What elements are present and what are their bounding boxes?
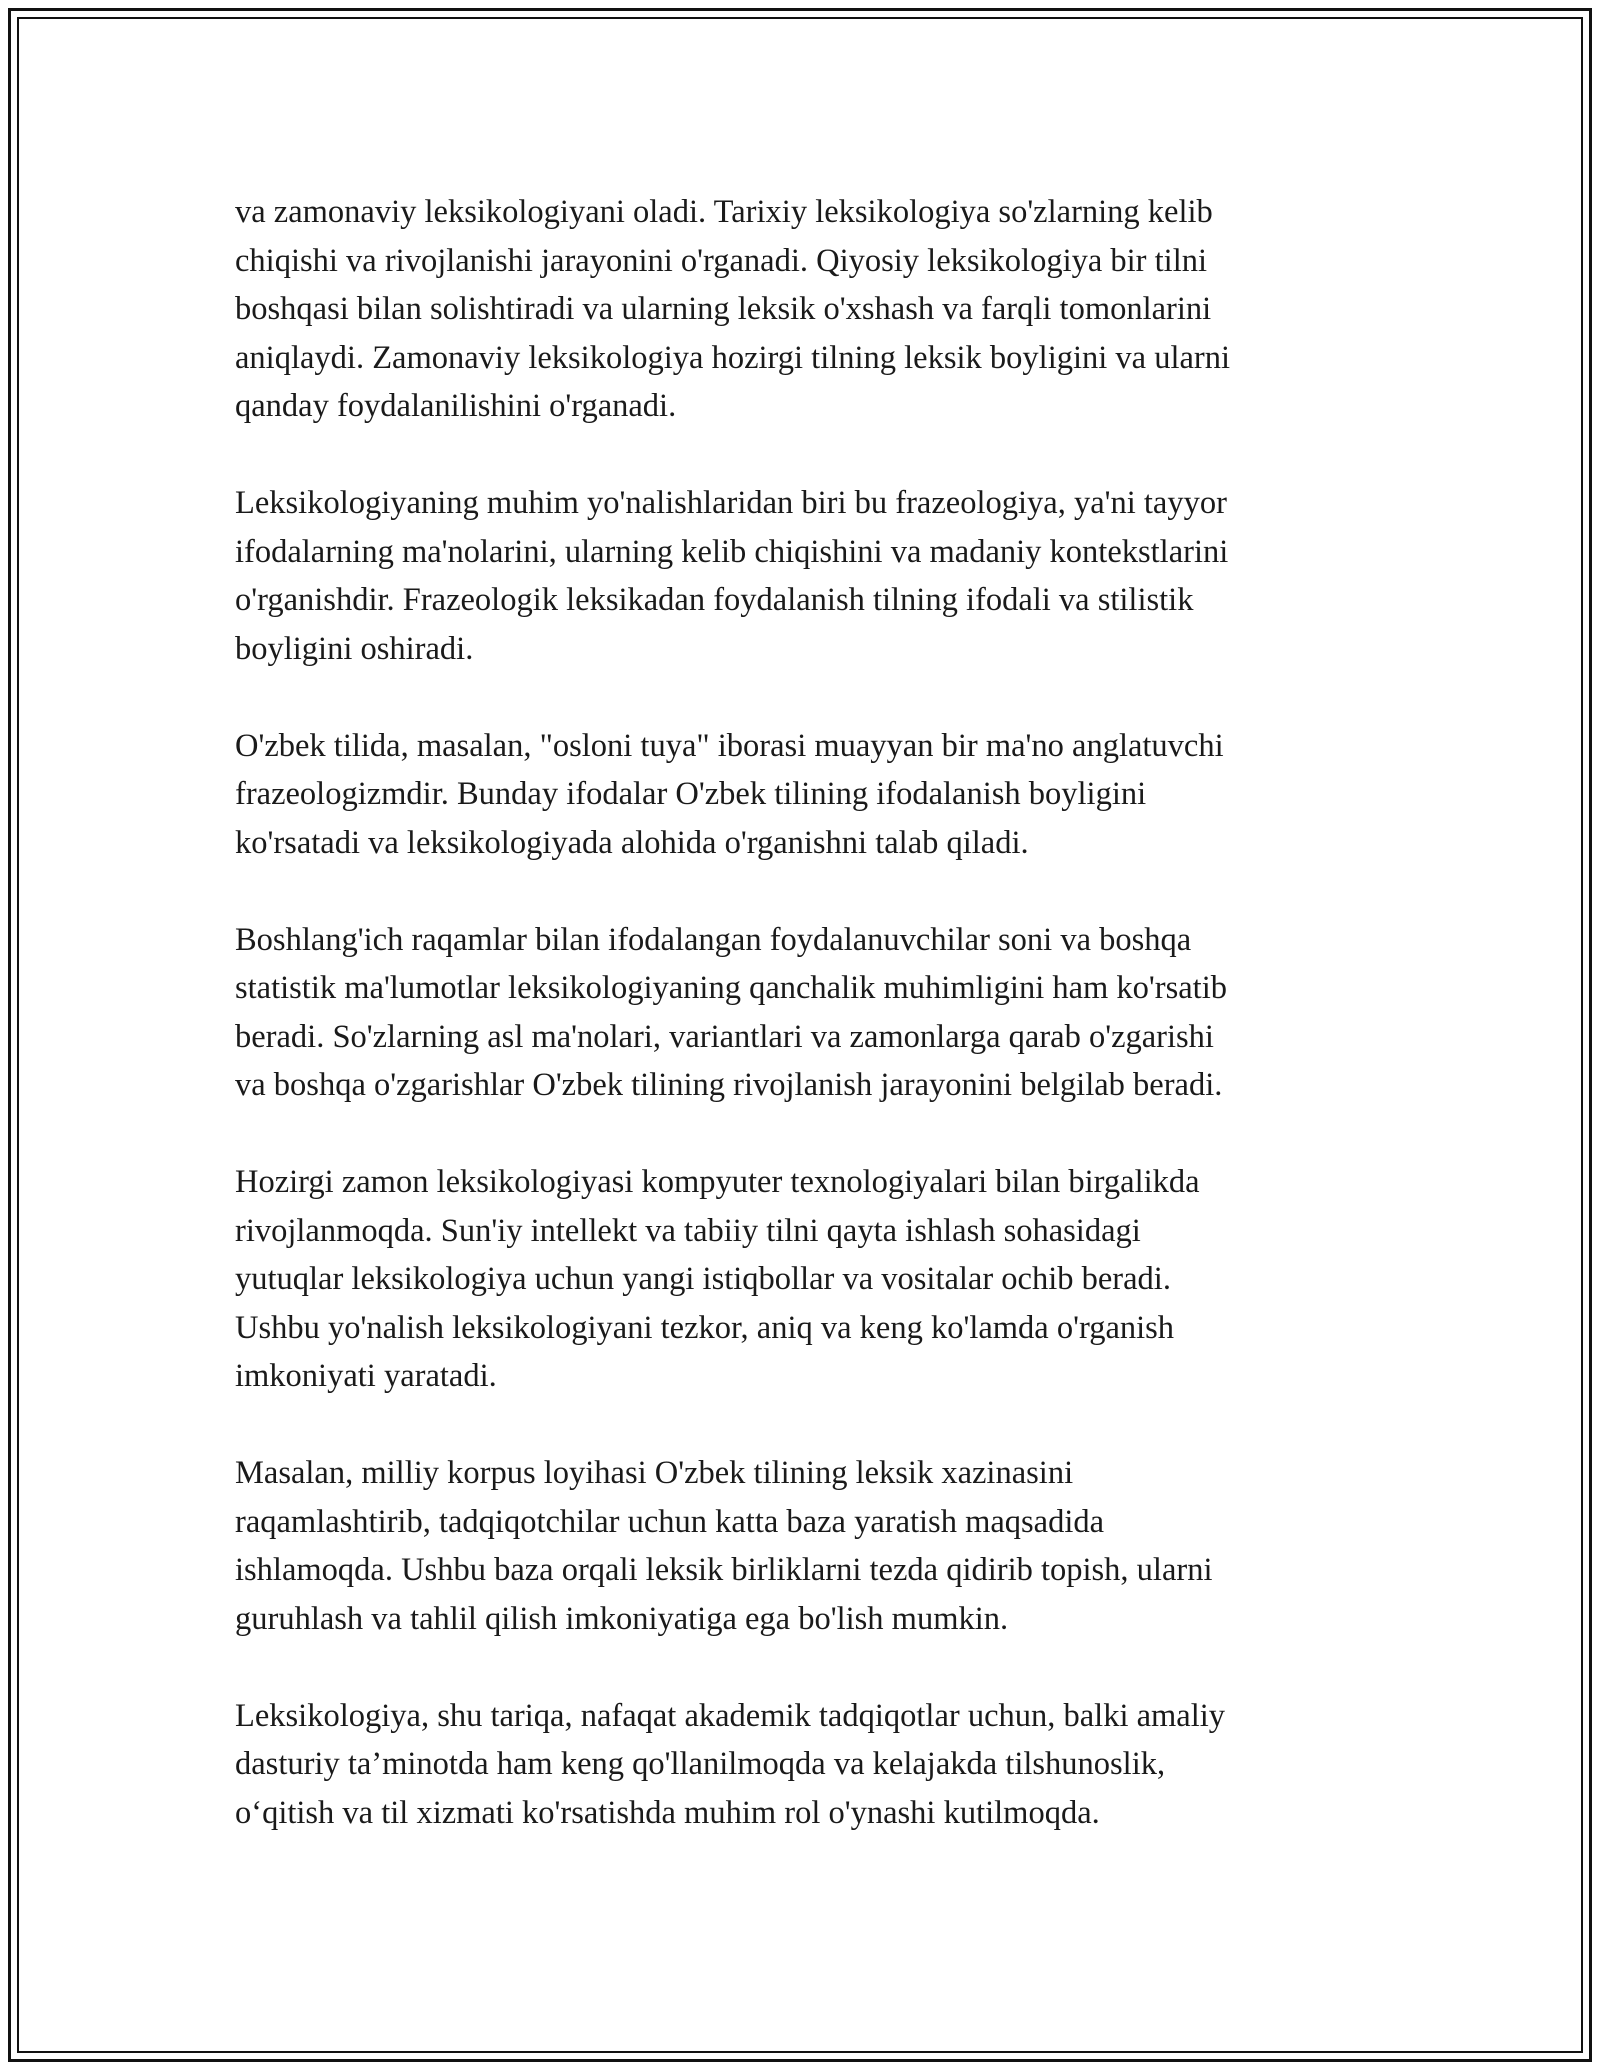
text-line: imkoniyati yaratadi. [235, 1358, 497, 1394]
text-line: guruhlash va tahlil qilish imkoniyatiga ega bo'lish mumkin. [235, 1600, 1009, 1637]
paragraph-2 [235, 479, 1385, 673]
text-line: chiqishi va rivojlanishi jarayonini o'rganadi. Qiyosiy leksikologiya bir tilni [235, 242, 1208, 279]
text-line: O'zbek tilida, masalan, "osloni tuya" iborasi muayyan bir ma'no anglatuvchi [235, 727, 1224, 764]
paragraph-4 [235, 916, 1385, 1110]
text-line: statistik ma'lumotlar leksikologiyaning qanchalik muhimligini ham ko'rsatib [235, 970, 1227, 1006]
text-line: o‘qitish va til xizmati ko'rsatishda muhim rol o'ynashi kutilmoqda. [235, 1794, 1100, 1831]
text-line: beradi. So'zlarning asl ma'nolari, variantlari va zamonlarga qarab o'zgarishi [235, 1018, 1214, 1055]
paragraph-3 [235, 722, 1385, 868]
text-line: Boshlang'ich raqamlar bilan ifodalangan foydalanuvchilar soni va boshqa [235, 921, 1192, 958]
text-line: aniqlaydi. Zamonaviy leksikologiya hozirgi tilning leksik boyligini va ularni [235, 339, 1231, 376]
text-line: ifodalarning ma'nolarini, ularning kelib chiqishini va madaniy kontekstlarini [235, 533, 1229, 570]
text-line: rivojlanmoqda. Sun'iy intellekt va tabiiy tilni qayta ishlash sohasidagi [235, 1212, 1141, 1249]
paragraph-1 [235, 188, 1385, 431]
text-line: va zamonaviy leksikologiyani oladi. Tarixiy leksikologiya so'zlarning kelib [235, 194, 1213, 230]
text-line: ishlamoqda. Ushbu baza orqali leksik birliklarni tezda qidirib topish, ularni [235, 1552, 1213, 1588]
paragraph-7 [235, 1692, 1385, 1838]
paragraph-6 [235, 1449, 1385, 1643]
text-line: Hozirgi zamon leksikologiyasi kompyuter texnologiyalari bilan birgalikda [235, 1164, 1200, 1200]
text-line: qanday foydalanilishini o'rganadi. [235, 388, 677, 424]
text-line: Leksikologiya, shu tariqa, nafaqat akademik tadqiqotlar uchun, balki amaliy [235, 1697, 1226, 1734]
text-line: ko'rsatadi va leksikologiyada alohida o'rganishni talab qiladi. [235, 824, 1029, 861]
text-line: boyligini oshiradi. [235, 630, 474, 667]
text-line: boshqasi bilan solishtiradi va ularning leksik o'xshash va farqli tomonlarini [235, 291, 1212, 327]
text-line: yutuqlar leksikologiya uchun yangi istiqbollar va vositalar ochib beradi. [235, 1261, 1171, 1297]
text-line: Masalan, milliy korpus loyihasi O'zbek tilining leksik xazinasini [235, 1455, 1074, 1491]
text-line: raqamlashtirib, tadqiqotchilar uchun katta baza yaratish maqsadida [235, 1503, 1105, 1540]
text-line: va boshqa o'zgarishlar O'zbek tilining rivojlanish jarayonini belgilab beradi. [235, 1067, 1223, 1103]
text-line: dasturiy ta’minotda ham keng qo'llanilmoqda va kelajakda tilshunoslik, [235, 1746, 1166, 1782]
text-line: frazeologizmdir. Bunday ifodalar O'zbek tilining ifodalanish boyligini [235, 776, 1147, 812]
text-line: Leksikologiyaning muhim yo'nalishlaridan biri bu frazeologiya, ya'ni tayyor [235, 485, 1227, 521]
text-line: o'rganishdir. Frazeologik leksikadan foydalanish tilning ifodali va stilistik [235, 582, 1194, 618]
document-body [235, 188, 1385, 1886]
paragraph-5 [235, 1158, 1385, 1401]
text-line: Ushbu yo'nalish leksikologiyani tezkor, aniq va keng ko'lamda o'rganish [235, 1309, 1175, 1346]
